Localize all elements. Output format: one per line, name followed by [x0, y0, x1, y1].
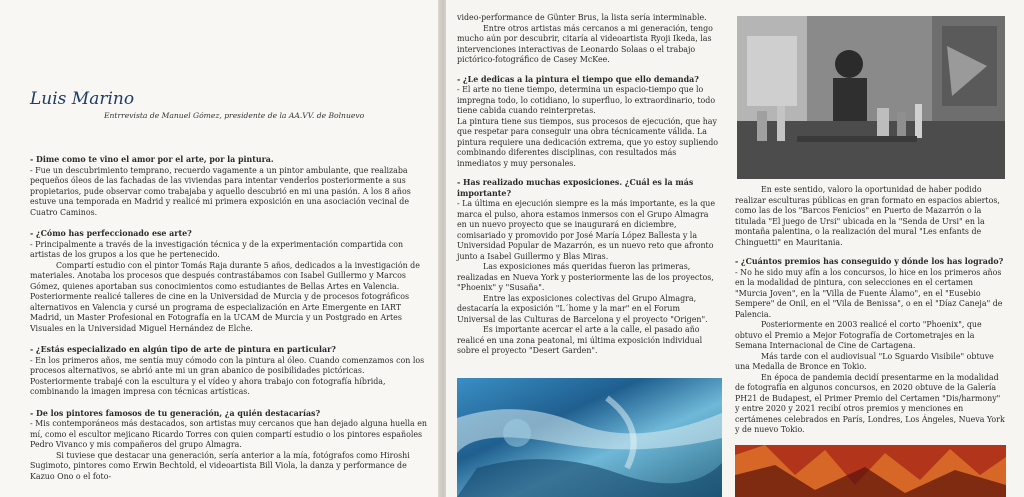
article-title: Luis Marino: [30, 89, 135, 109]
interview-question: - ¿Le dedicas a la pintura el tiempo que ello demanda?: [457, 74, 699, 84]
interview-answer: Posteriormente realicé talleres de cine en la Universidad de Murcia y de procesos fotográficos alternativos en Valencia y cursé un programa de especialización en Arte Emergente en IART Madrid, un Master Profesional en Fotografía en la UCAM de Murcia y un Postgrado en Artes Visuales en la Universidad Miguel Hernández de Elche.: [30, 292, 410, 333]
interview-answer: Más tarde con el audiovisual "Lo Sguardo Visibile" obtuve una Medalla de Bronce en Tokio.: [735, 351, 994, 371]
interview-question: - ¿Estás especializado en algún tipo de arte de pintura en particular?: [30, 345, 336, 354]
interview-answer: video-performance de Günter Brus, la lista sería interminable.: [457, 13, 707, 22]
interview-section: [30, 345, 428, 398]
interview-question: - ¿Cuántos premios has conseguido y dónde los has logrado?: [735, 257, 1004, 266]
interview-answer: En época de pandemia decidí presentarme en la modalidad de fotografía en algunos concursos, en 2020 obtuve de la Galería PH21 de Budapest, el Primer Premio del Certamen "Dis/harmony" y entre 2020 y 2021 recibí otros premios y menciones en certámenes celebrados en París, Londres, Los Ángeles, Nueva York y de nuevo Tokio.: [735, 372, 1005, 434]
interview-answer: Las exposiciones más queridas fueron las primeras, realizadas en Nueva York y posteriormente las de los proyectos, "Phoenix" y "Susaña".: [457, 262, 714, 292]
interview-section: [457, 13, 719, 66]
interview-question: - ¿Cómo has perfeccionado ese arte?: [30, 229, 192, 238]
interview-section: [30, 155, 428, 218]
artist-studio-photo: [737, 16, 1005, 179]
interview-answer: Entre las exposiciones colectivas del Grupo Almagra, destacaría la exposición "L´home y la mar" en el Forum Universal de las Culturas de Barcelona y el proyecto "Origen".: [457, 293, 708, 324]
interview-answer: - Fue un descubrimiento temprano, recuerdo vagamente a un pintor ambulante, que realizaba pequeños óleos de las fachadas de las viviendas para intentar venderlos posteriormente a sus propietarios, pude observar como trabajaba y aquello descubrió en mi una pasión. A los 8 años estuve una temporada en Madrid y realicé mi primera exposición en una asociación vecinal de Cuatro Caminos.: [30, 165, 411, 217]
interview-answer: - Principalmente a través de la investigación técnica y de la experimentación compartida con artistas de los grupos a los que he pertenecido.: [30, 239, 404, 259]
interview-answer: Compartí estudio con el pintor Tomás Raja durante 5 años, dedicados a la investigación de materiales. Anotaba los procesos que después contrastábamos con Isabel Guillermo y Marcos Gómez, quienes aportaban sus conocimientos como estudiantes de Bellas Artes en Valencia.: [30, 260, 420, 291]
interview-question: - De los pintores famosos de tu generación, ¿a quién destacarías?: [30, 408, 321, 418]
interview-section: [30, 409, 428, 483]
painting-photo: [457, 378, 722, 497]
article-subtitle: Entrrevista de Manuel Gómez, presidente de la AA.VV. de Bolnuevo: [104, 111, 365, 120]
interview-answer: Posteriormente en 2003 realicé el corto "Phoenix", que obtuvo el Premio a Mejor Fotografía de Cortometrajes en la Semana Internacional de Cine de Cartagena.: [735, 320, 982, 350]
red-artwork-photo: [735, 445, 1006, 497]
interview-question: - Has realizado muchas exposiciones. ¿Cuál es la más importante?: [457, 178, 694, 198]
interview-answer: - En los primeros años, me sentía muy cómodo con la pintura al óleo. Cuando comenzamos con los procesos alternativos, se abrió ante mi un gran abanico de posibilidades pictóricas. Posteriormente trabajé con la escultura y el vídeo y ahora trabajo con fotografía híbrida, combinando la imagen impresa con técnicas artísticas.: [30, 355, 425, 396]
right-column-a: [457, 13, 719, 366]
interview-answer: La pintura tiene sus tiempos, sus procesos de ejecución, que hay que respetar para conseguir una obra técnicamente válida. La pintura requiere una dedicación extrema, que yo estoy supliendo combinando diferentes disciplinas, con resultados más inmediatos y muy personales.: [457, 116, 719, 168]
interview-answer: - No he sido muy afín a los concursos, lo hice en los primeros años en la modalidad de pintura, con selecciones en el certamen "Murcia Joven", en la "Villa de Fuente Álamo", en el "Eusebio Sempere" de Onil, en el "Vila de Benissa", o en el "Díaz Caneja" de Palencia.: [735, 267, 1003, 319]
interview-section: [457, 178, 719, 357]
interview-answer: Entre otros artistas más cercanos a mi generación, tengo mucho aún por descubrir, citaría al videoartista Ryoji Ikeda, las intervenciones interactivas de Leonardo Solaas o el trabajo pictórico-fotográfico de Casey McKee.: [457, 23, 713, 64]
interview-section: [735, 257, 1007, 436]
right-column-b: [735, 185, 1007, 445]
interview-answer: - La última en ejecución siempre es la más importante, es la que marca el pulso, ahora estamos inmersos con el Grupo Almagra en un nuevo proyecto que se inaugurará en diciembre, comisariado y promovido por José María López Ballesta y la Universidad Popular de Mazarrón, es un nuevo reto que afronto junto a Isabel Guillermo y Blas Miras.: [457, 199, 716, 261]
interview-question: - Dime como te vino el amor por el arte, por la pintura.: [30, 155, 274, 164]
interview-answer: Es importante acercar el arte a la calle, el pasado año realicé en una zona peatonal, mi última exposición individual sobre el proyecto "Desert Garden".: [457, 325, 703, 355]
left-column: [30, 155, 428, 493]
interview-answer: - El arte no tiene tiempo, determina un espacio-tiempo que lo impregna todo, lo cotidiano, lo superfluo, lo extraordinario, todo tiene cabida cuando reinterpretas.: [457, 85, 716, 115]
interview-section: [457, 75, 719, 170]
interview-answer: Si tuviese que destacar una generación, sería anterior a la mía, fotógrafos como Hiroshi Sugimoto, pintores como Erwin Bechtold, el videoartista Bill Viola, la danza y performance de Kazuo Ono o el foto-: [30, 450, 410, 481]
interview-answer: - Mis contemporáneos más destacados, son artistas muy cercanos que han dejado alguna huella en mí, como el escultor mejicano Ricardo Torres con quien compartí estudio o los pintores españoles Pedro Vivanco y mis compañeros del grupo Almagra.: [30, 419, 427, 449]
interview-answer: En este sentido, valoro la oportunidad de haber podido realizar esculturas públicas en gran formato en espacios abiertos, como las de los "Barcos Fenicios" en Puerto de Mazarrón o la titulada "El juego de Ursi" ubicada en la "Senda de Ursi" en la montaña palentina, o la realización del mural "Les enfants de Chinguetti" en Mauritania.: [735, 185, 1000, 247]
interview-section: [735, 185, 1007, 248]
interview-section: [30, 229, 428, 334]
